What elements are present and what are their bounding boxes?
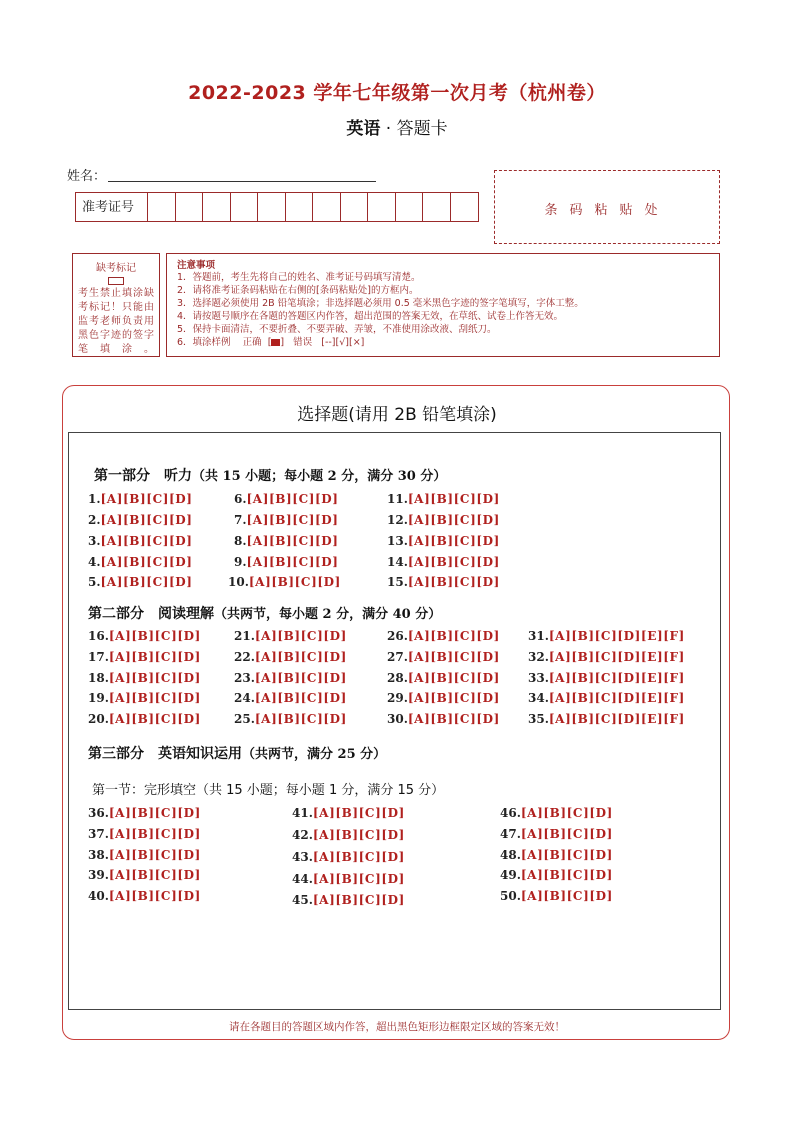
question-row[interactable]: 2.[A][B][C][D] [88, 513, 193, 527]
absent-mark-title: 缺考标记 [96, 263, 136, 274]
question-row[interactable]: 20.[A][B][C][D] [88, 712, 201, 726]
part2-heading [88, 603, 441, 623]
subject-label: 英语 [346, 119, 381, 139]
footer-warning: 请在各题目的答题区域内作答，超出黑色矩形边框限定区域的答案无效！ [229, 1021, 565, 1033]
notes-title: 注意事项 [177, 260, 216, 271]
question-row[interactable]: 19.[A][B][C][D] [88, 691, 201, 705]
note-item: 1．答题前，考生先将自己的姓名、准考证号码填写清楚。 [177, 272, 421, 283]
question-row[interactable]: 37.[A][B][C][D] [88, 827, 201, 841]
absent-mark-box [72, 253, 160, 357]
exam-number-cell[interactable] [368, 193, 396, 221]
name-label: 姓名： [67, 169, 107, 184]
question-row[interactable]: 18.[A][B][C][D] [88, 671, 201, 685]
question-row[interactable]: 40.[A][B][C][D] [88, 889, 201, 903]
question-row[interactable]: 16.[A][B][C][D] [88, 629, 201, 643]
question-row[interactable]: 45.[A][B][C][D] [292, 893, 405, 907]
question-row[interactable]: 47.[A][B][C][D] [500, 827, 613, 841]
exam-number-box [75, 192, 479, 222]
question-row[interactable]: 31.[A][B][C][D][E][F] [528, 629, 685, 643]
question-row[interactable]: 36.[A][B][C][D] [88, 806, 201, 820]
question-row[interactable]: 1.[A][B][C][D] [88, 492, 193, 506]
exam-number-cell[interactable] [231, 193, 259, 221]
part1-heading [94, 465, 446, 485]
question-row[interactable]: 5.[A][B][C][D] [88, 575, 193, 589]
exam-number-cell[interactable] [286, 193, 314, 221]
part1-title: 第一部分 听力 [94, 468, 192, 484]
part3-section1-heading: 第一节：完形填空（共 15 小题；每小题 1 分，满分 15 分） [92, 783, 445, 798]
question-row[interactable]: 42.[A][B][C][D] [292, 828, 405, 842]
question-row[interactable]: 41.[A][B][C][D] [292, 806, 405, 820]
question-row[interactable]: 34.[A][B][C][D][E][F] [528, 691, 685, 705]
part2-desc: （共两节，每小题 2 分，满分 40 分） [214, 607, 442, 622]
notes-box [166, 253, 720, 357]
question-row[interactable]: 12.[A][B][C][D] [387, 513, 500, 527]
part1-desc: （共 15 小题；每小题 2 分，满分 30 分） [192, 469, 447, 484]
exam-number-cell[interactable] [148, 193, 176, 221]
page-subtitle [0, 114, 794, 139]
filled-bubble-icon [271, 339, 280, 346]
question-row[interactable]: 48.[A][B][C][D] [500, 848, 613, 862]
question-row[interactable]: 38.[A][B][C][D] [88, 848, 201, 862]
exam-number-cell[interactable] [313, 193, 341, 221]
barcode-label: 条码粘贴处 [544, 203, 670, 218]
question-row[interactable]: 44.[A][B][C][D] [292, 872, 405, 886]
exam-number-cell[interactable] [203, 193, 231, 221]
question-row[interactable]: 17.[A][B][C][D] [88, 650, 201, 664]
question-row[interactable]: 35.[A][B][C][D][E][F] [528, 712, 685, 726]
question-row[interactable]: 13.[A][B][C][D] [387, 534, 500, 548]
page-title: 2022-2023 学年七年级第一次月考（杭州卷） [188, 82, 606, 104]
question-row[interactable]: 3.[A][B][C][D] [88, 534, 193, 548]
note-item: 4．请按题号顺序在各题的答题区内作答，超出范围的答案无效，在草纸、试卷上作答无效。 [177, 311, 564, 322]
absent-mark-text: 考生禁止填涂缺考标记！只能由监考老师负责用黑色字迹的签字笔填涂。 [78, 288, 154, 355]
exam-number-cell[interactable] [451, 193, 479, 221]
question-row[interactable]: 33.[A][B][C][D][E][F] [528, 671, 685, 685]
question-row[interactable]: 28.[A][B][C][D] [387, 671, 500, 685]
sample-wrong-label: 错误 [293, 337, 313, 348]
question-row[interactable]: 23.[A][B][C][D] [234, 671, 347, 685]
question-row[interactable]: 9.[A][B][C][D] [234, 555, 339, 569]
question-row[interactable]: 11.[A][B][C][D] [387, 492, 500, 506]
question-row[interactable]: 10.[A][B][C][D] [228, 575, 341, 589]
card-label: 答题卡 [396, 119, 448, 139]
exam-number-cell[interactable] [341, 193, 369, 221]
question-row[interactable]: 27.[A][B][C][D] [387, 650, 500, 664]
question-row[interactable]: 21.[A][B][C][D] [234, 629, 347, 643]
question-row[interactable]: 8.[A][B][C][D] [234, 534, 339, 548]
sample-prefix: 6．填涂样例 [177, 337, 231, 348]
choice-panel-title: 选择题(请用 2B 铅笔填涂) [297, 405, 497, 425]
question-row[interactable]: 49.[A][B][C][D] [500, 868, 613, 882]
part3-desc: （共两节，满分 25 分） [242, 747, 387, 762]
question-row[interactable]: 46.[A][B][C][D] [500, 806, 613, 820]
question-row[interactable]: 6.[A][B][C][D] [234, 492, 339, 506]
question-row[interactable]: 32.[A][B][C][D][E][F] [528, 650, 685, 664]
note-sample: 6．填涂样例 正确 [ ] 错误 [--][√][×] [177, 337, 365, 348]
question-row[interactable]: 15.[A][B][C][D] [387, 575, 500, 589]
part3-heading [88, 743, 386, 763]
absent-mark-checkbox[interactable] [108, 277, 124, 285]
part2-title: 第二部分 阅读理解 [88, 606, 214, 622]
question-row[interactable]: 22.[A][B][C][D] [234, 650, 347, 664]
exam-number-cell[interactable] [258, 193, 286, 221]
exam-number-label: 准考证号 [76, 193, 148, 221]
question-row[interactable]: 39.[A][B][C][D] [88, 868, 201, 882]
question-row[interactable]: 43.[A][B][C][D] [292, 850, 405, 864]
part3-title: 第三部分 英语知识运用 [88, 746, 242, 762]
exam-number-cell[interactable] [396, 193, 424, 221]
barcode-area[interactable] [494, 170, 720, 244]
question-row[interactable]: 14.[A][B][C][D] [387, 555, 500, 569]
question-row[interactable]: 7.[A][B][C][D] [234, 513, 339, 527]
question-row[interactable]: 25.[A][B][C][D] [234, 712, 347, 726]
question-row[interactable]: 30.[A][B][C][D] [387, 712, 500, 726]
subtitle-separator: · [385, 119, 392, 139]
sample-correct-label: 正确 [242, 337, 262, 348]
note-item: 3．选择题必须使用 2B 铅笔填涂；非选择题必须用 0.5 毫米黑色字迹的签字笔填写，字体工整。 [177, 298, 584, 309]
name-field[interactable] [108, 181, 376, 182]
exam-number-cell[interactable] [423, 193, 451, 221]
note-item: 5．保持卡面清洁，不要折叠、不要弄破、弄皱，不准使用涂改液、刮纸刀。 [177, 324, 497, 335]
question-row[interactable]: 26.[A][B][C][D] [387, 629, 500, 643]
question-row[interactable]: 29.[A][B][C][D] [387, 691, 500, 705]
question-row[interactable]: 24.[A][B][C][D] [234, 691, 347, 705]
question-row[interactable]: 4.[A][B][C][D] [88, 555, 193, 569]
sample-wrong-marks: [--][√][×] [321, 337, 365, 348]
question-row[interactable]: 50.[A][B][C][D] [500, 889, 613, 903]
exam-number-cell[interactable] [176, 193, 204, 221]
note-item: 2．请将准考证条码粘贴在右侧的[条码粘贴处]的方框内。 [177, 285, 419, 296]
